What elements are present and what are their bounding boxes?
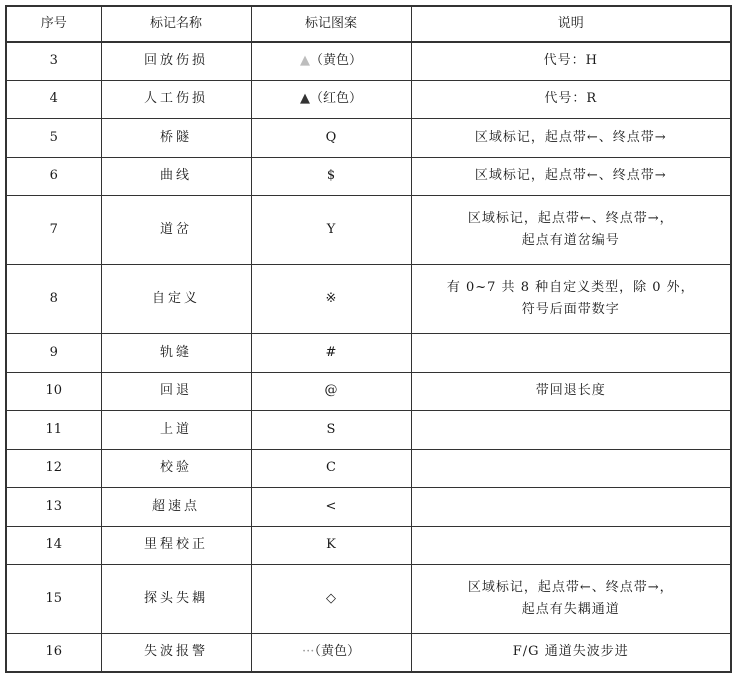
row-number: 6	[6, 157, 101, 195]
mark-name: 桥隧	[101, 118, 251, 157]
table-body	[6, 42, 731, 672]
row-number: 10	[6, 372, 101, 410]
header-no: 序号	[6, 6, 101, 42]
header-name: 标记名称	[101, 6, 251, 42]
table-row	[6, 633, 731, 672]
mark-description	[411, 118, 731, 157]
mark-pattern	[251, 42, 411, 80]
table-row	[6, 157, 731, 195]
mark-name: 曲线	[101, 157, 251, 195]
description-line: 区域标记，起点带←、终点带→	[474, 129, 667, 145]
mark-name: 超速点	[101, 487, 251, 526]
mark-pattern	[251, 372, 411, 410]
mark-name: 自定义	[101, 264, 251, 333]
mark-description	[411, 564, 731, 633]
mark-name: 回放伤损	[101, 42, 251, 80]
description-line: 区域标记，起点带←、终点带→，	[467, 579, 674, 595]
table-row	[6, 80, 731, 118]
row-number: 14	[6, 526, 101, 564]
description-line: 符号后面带数字	[521, 301, 620, 317]
mark-pattern	[251, 264, 411, 333]
mark-name: 校验	[101, 449, 251, 487]
description-line: 区域标记，起点带←、终点带→，	[467, 210, 674, 226]
mark-description	[411, 80, 731, 118]
mark-description	[411, 372, 731, 410]
pattern-text: @	[324, 383, 338, 398]
row-number: 15	[6, 564, 101, 633]
table-row	[6, 42, 731, 80]
pattern-symbol-icon: ▲	[299, 91, 310, 106]
mark-name: 上道	[101, 410, 251, 449]
mark-description	[411, 449, 731, 487]
mark-name: 轨缝	[101, 333, 251, 372]
mark-description	[411, 157, 731, 195]
mark-pattern	[251, 118, 411, 157]
row-number: 12	[6, 449, 101, 487]
mark-pattern	[251, 333, 411, 372]
pattern-text: （黄色）	[309, 53, 362, 69]
table-row	[6, 118, 731, 157]
mark-name: 回退	[101, 372, 251, 410]
header-description: 说明	[411, 6, 731, 42]
table-row	[6, 526, 731, 564]
description-line: F/G 通道失波步进	[512, 644, 629, 660]
table-row	[6, 487, 731, 526]
table-row	[6, 449, 731, 487]
mark-pattern	[251, 195, 411, 264]
table-row	[6, 333, 731, 372]
pattern-text: ※	[325, 290, 337, 306]
description-line: 代号：R	[544, 91, 598, 106]
description-line: 带回退长度	[535, 383, 606, 398]
row-number: 8	[6, 264, 101, 333]
mark-name: 探头失耦	[101, 564, 251, 633]
description-line: 起点有道岔编号	[521, 232, 620, 248]
description-line: 有 0~7 共 8 种自定义类型，除 0 外，	[446, 279, 695, 295]
pattern-symbol-icon: ···	[302, 644, 315, 660]
pattern-text: $	[326, 168, 336, 183]
description-line: 区域标记，起点带←、终点带→	[474, 168, 667, 183]
mark-pattern	[251, 80, 411, 118]
pattern-text: <	[325, 498, 337, 514]
mark-description	[411, 410, 731, 449]
header-row	[6, 6, 731, 42]
pattern-text: C	[326, 460, 336, 475]
mark-pattern	[251, 564, 411, 633]
mark-name: 里程校正	[101, 526, 251, 564]
table-row	[6, 264, 731, 333]
row-number: 4	[6, 80, 101, 118]
row-number: 16	[6, 633, 101, 672]
pattern-symbol-icon: ▲	[299, 53, 310, 69]
mark-pattern	[251, 633, 411, 672]
mark-description	[411, 487, 731, 526]
row-number: 11	[6, 410, 101, 449]
row-number: 7	[6, 195, 101, 264]
pattern-text: K	[326, 537, 336, 552]
row-number: 5	[6, 118, 101, 157]
marks-table	[5, 5, 732, 673]
pattern-text: Y	[326, 221, 336, 237]
mark-pattern	[251, 157, 411, 195]
pattern-text: ◇	[326, 590, 336, 606]
header-pattern: 标记图案	[251, 6, 411, 42]
mark-name: 人工伤损	[101, 80, 251, 118]
pattern-text: #	[325, 344, 337, 360]
table-row	[6, 410, 731, 449]
mark-pattern	[251, 526, 411, 564]
pattern-text: Q	[325, 129, 337, 145]
mark-name: 失波报警	[101, 633, 251, 672]
pattern-text: （黄色）	[314, 644, 360, 660]
table-row	[6, 195, 731, 264]
mark-description	[411, 264, 731, 333]
row-number: 13	[6, 487, 101, 526]
description-line: 起点有失耦通道	[521, 601, 620, 617]
row-number: 3	[6, 42, 101, 80]
mark-pattern	[251, 410, 411, 449]
table-row	[6, 372, 731, 410]
pattern-text: （红色）	[309, 91, 362, 106]
row-number: 9	[6, 333, 101, 372]
description-line: 代号：H	[543, 53, 598, 69]
mark-description	[411, 195, 731, 264]
pattern-text: S	[326, 421, 336, 437]
mark-name: 道岔	[101, 195, 251, 264]
mark-description	[411, 633, 731, 672]
mark-description	[411, 333, 731, 372]
mark-description	[411, 42, 731, 80]
mark-description	[411, 526, 731, 564]
mark-pattern	[251, 449, 411, 487]
table-row	[6, 564, 731, 633]
mark-pattern	[251, 487, 411, 526]
